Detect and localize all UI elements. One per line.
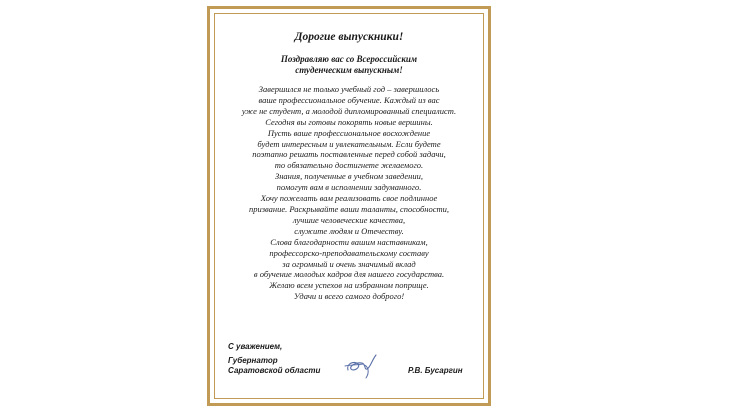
closing-salutation: С уважением, — [228, 342, 283, 351]
subheading-line: Поздравляю вас со Всероссийским — [280, 54, 418, 64]
signer-title-line: Саратовской области — [228, 366, 321, 375]
body-line: лучшие человеческие качества, — [292, 214, 406, 225]
body-line: призвание. Раскрывайте ваши таланты, способности, — [248, 203, 450, 214]
body-line: профессорско-преподавательскому составу — [269, 247, 429, 258]
body-line: Слова благодарности вашим наставникам, — [270, 236, 428, 247]
signer-title — [228, 356, 320, 376]
letter-content — [220, 30, 478, 302]
body-line: служите людям и Отечеству. — [294, 225, 404, 236]
body-line: Знания, полученные в учебном заведении, — [274, 171, 424, 182]
body-line: поэтапно решать поставленные перед собой задачи, — [252, 149, 446, 160]
body-line: то обязательно достигнете желаемого. — [274, 160, 424, 171]
letter-heading: Дорогие выпускники! — [294, 31, 404, 43]
signer-title-line: Губернатор — [228, 356, 278, 365]
letter-body — [220, 84, 478, 302]
body-line: ваше профессиональное обучение. Каждый из вас — [258, 94, 440, 105]
handwritten-signature — [342, 352, 382, 380]
subheading-line: студенческим выпускным! — [295, 64, 403, 75]
body-line: Сегодня вы готовы покорять новые вершины. — [265, 116, 433, 127]
body-line: за огромный и очень значимый вклад — [282, 258, 416, 269]
body-line: Хочу пожелать вам реализовать свое подлинное — [260, 193, 438, 204]
body-line: Пусть ваше профессиональное восхождение — [267, 127, 431, 138]
body-line: Удачи и всего самого доброго! — [293, 291, 405, 302]
body-line: Желаю всем успехов на избранном поприще. — [269, 280, 429, 291]
signer-name: Р.В. Бусаргин — [408, 366, 463, 375]
body-line: в обучение молодых кадров для нашего государства. — [253, 269, 445, 280]
body-line: Завершился не только учебный год – завершилось — [258, 84, 440, 94]
letter-subheading — [220, 54, 478, 75]
body-line: будет интересным и увлекательным. Если будете — [257, 138, 441, 149]
body-line: помогут вам в исполнении задуманного. — [276, 182, 422, 193]
body-line: уже не студент, а молодой дипломированный специалист. — [241, 105, 457, 116]
